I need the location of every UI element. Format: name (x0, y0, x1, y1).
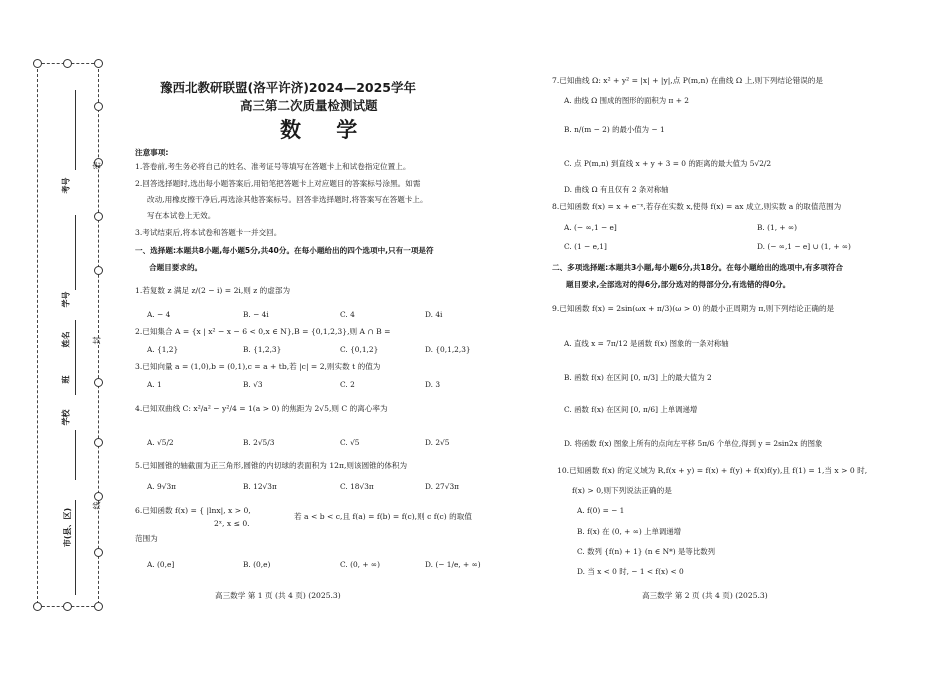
question-2-option-b: B. {1,2,3} (243, 345, 282, 354)
student-number-label: 学号 (61, 291, 71, 308)
question-6-stem: 6.已知函数 f(x) = { |lnx|, x > 0, (135, 506, 251, 515)
county-line (75, 500, 76, 595)
question-1-stem: 1.若复数 z 满足 z/(2 − i) = 2i,则 z 的虚部为 (135, 286, 291, 295)
question-6-stem-end: 范围为 (135, 534, 158, 543)
question-7-option-b: B. n/(m − 2) 的最小值为 − 1 (564, 125, 665, 134)
question-3-option-c: C. 2 (340, 380, 355, 389)
subject-title: 数 学 (280, 118, 372, 142)
outer-dash-line (37, 64, 38, 604)
school-line (75, 430, 76, 480)
question-6-stem-case2: 2ˣ, x ≤ 0. (214, 519, 250, 528)
question-10-stem-cont: f(x) > 0,则下列说法正确的是 (572, 486, 672, 495)
question-9-stem: 9.已知函数 f(x) = 2sin(ωx + π/3)(ω > 0) 的最小正周期为 π,则下列结论正确的是 (552, 304, 835, 313)
notes-item: 写在本试卷上无效。 (147, 211, 216, 220)
question-1-option-a: A. − 4 (147, 310, 171, 319)
binding-hole (94, 212, 103, 221)
question-7-option-c: C. 点 P(m,n) 到直线 x + y + 3 = 0 的距离的最大值为 5√2/2 (564, 159, 772, 168)
question-6-stem-cont: 若 a < b < c,且 f(a) = f(b) = f(c),则 c f(c) 的取值 (294, 512, 472, 521)
notes-item: 3.考试结束后,将本试卷和答题卡一并交回。 (135, 228, 282, 237)
name-line (75, 320, 76, 395)
question-6-option-a: A. (0,e] (147, 560, 175, 569)
county-label: 市(县、区) (63, 507, 73, 548)
question-3-option-b: B. √3 (243, 380, 263, 389)
question-2-option-a: A. {1,2} (147, 345, 179, 354)
binding-hole (33, 59, 42, 68)
question-5-option-a: A. 9√3π (147, 482, 177, 491)
question-1-option-c: C. 4 (340, 310, 355, 319)
section-1-heading: 一、选择题:本题共8小题,每小题5分,共40分。在每小题给出的四个选项中,只有一项是符 (135, 246, 434, 255)
question-4-option-d: D. 2√5 (425, 438, 450, 447)
question-3-option-a: A. 1 (147, 380, 162, 389)
section-2-heading-cont: 题目要求,全部选对的得6分,部分选对的得部分分,有选错的得0分。 (566, 280, 791, 289)
binding-hole (94, 492, 103, 501)
question-3-option-d: D. 3 (425, 380, 441, 389)
question-5-option-d: D. 27√3π (425, 482, 460, 491)
name-label: 姓名 (61, 331, 71, 348)
student-number-line (75, 215, 76, 290)
inner-dash-line (98, 64, 99, 604)
page-footer-2: 高三数学 第 2 页 (共 4 页) (2025.3) (642, 591, 768, 600)
notes-item: 改动,用橡皮擦干净后,再选涂其他答案标号。回答非选择题时,将答案写在答题卡上。 (147, 195, 428, 204)
question-10-option-c: C. 数列 {f(n) + 1} (n ∈ N*) 是等比数列 (577, 547, 715, 556)
exam-number-label: 考号 (61, 177, 71, 194)
question-4-option-a: A. √5/2 (147, 438, 174, 447)
binding-hole (33, 602, 42, 611)
question-8-stem: 8.已知函数 f(x) = x + e⁻ˣ,若存在实数 x,使得 f(x) = ax 成立,则实数 a 的取值范围为 (552, 202, 842, 211)
notes-item: 2.回答选择题时,选出每小题答案后,用铅笔把答题卡上对应题目的答案标号涂黑。如需 (135, 179, 421, 188)
question-8-option-c: C. (1 − e,1] (564, 242, 607, 251)
question-8-option-d: D. (− ∞,1 − e] ∪ (1, + ∞) (757, 242, 851, 251)
binding-hole (63, 602, 72, 611)
question-2-option-d: D. {0,1,2,3} (425, 345, 471, 354)
question-10-option-b: B. f(x) 在 (0, + ∞) 上单调递增 (577, 527, 682, 536)
question-6-option-b: B. (0,e) (243, 560, 271, 569)
page-footer-1: 高三数学 第 1 页 (共 4 页) (2025.3) (215, 591, 341, 600)
question-10-stem: 10.已知函数 f(x) 的定义域为 R,f(x + y) = f(x) + f(y) + f(x)f(y),且 f(1) = 1,当 x > 0 时, (557, 466, 868, 475)
seal-word: 线 (92, 501, 102, 510)
exam-title: 豫西北教研联盟(洛平许济)2024—2025学年 (160, 80, 417, 95)
exam-number-line (75, 90, 76, 170)
question-4-stem: 4.已知双曲线 C: x²/a² − y²/4 = 1(a > 0) 的焦距为 2√5,则 C 的离心率为 (135, 404, 388, 413)
binding-hole (94, 602, 103, 611)
question-7-option-d: D. 曲线 Ω 有且仅有 2 条对称轴 (564, 185, 669, 194)
question-9-option-b: B. 函数 f(x) 在区间 [0, π/3] 上的最大值为 2 (564, 373, 712, 382)
binding-hole (94, 266, 103, 275)
question-3-stem: 3.已知向量 a = (1,0),b = (0,1),c = a + tb,若 |c| = 2,则实数 t 的值为 (135, 362, 381, 371)
seal-word: 密 (92, 161, 102, 170)
question-8-option-b: B. (1, + ∞) (757, 223, 797, 232)
school-label: 学校 (61, 409, 71, 426)
question-1-option-d: D. 4i (425, 310, 443, 319)
question-9-option-c: C. 函数 f(x) 在区间 [0, π/6] 上单调递增 (564, 405, 698, 414)
question-4-option-b: B. 2√5/3 (243, 438, 275, 447)
question-9-option-d: D. 将函数 f(x) 图象上所有的点向左平移 5π/6 个单位,得到 y = 2sin2x 的图象 (564, 439, 823, 448)
question-8-option-a: A. (− ∞,1 − e] (564, 223, 617, 232)
section-1-heading-cont: 合题目要求的。 (149, 263, 203, 272)
question-5-option-b: B. 12√3π (243, 482, 277, 491)
binding-hole (63, 59, 72, 68)
question-10-option-a: A. f(0) = − 1 (577, 506, 625, 515)
class-label: 班 (61, 375, 71, 384)
binding-hole (94, 59, 103, 68)
notes-item: 1.答卷前,考生务必将自己的姓名、准考证号等填写在答题卡上和试卷指定位置上。 (135, 162, 411, 171)
question-4-option-c: C. √5 (340, 438, 360, 447)
question-7-stem: 7.已知曲线 Ω: x² + y² = |x| + |y|,点 P(m,n) 在曲线 Ω 上,则下列结论错误的是 (552, 76, 823, 85)
question-9-option-a: A. 直线 x = 7π/12 是函数 f(x) 图象的一条对称轴 (564, 339, 729, 348)
exam-subtitle: 高三第二次质量检测试题 (240, 98, 378, 113)
question-6-option-d: D. (− 1/e, + ∞) (425, 560, 481, 569)
section-2-heading: 二、多项选择题:本题共3小题,每小题6分,共18分。在每小题给出的选项中,有多项符合 (552, 263, 844, 272)
question-5-option-c: C. 18√3π (340, 482, 374, 491)
question-5-stem: 5.已知圆锥的轴截面为正三角形,圆锥的内切球的表面积为 12π,则该圆锥的体积为 (135, 461, 408, 470)
notes-title: 注意事项: (135, 148, 169, 157)
question-7-option-a: A. 曲线 Ω 围成的图形的面积为 π + 2 (564, 96, 689, 105)
question-1-option-b: B. − 4i (243, 310, 269, 319)
question-10-option-d: D. 当 x < 0 时, − 1 < f(x) < 0 (577, 567, 684, 576)
binding-hole (94, 378, 103, 387)
question-6-option-c: C. (0, + ∞) (340, 560, 380, 569)
seal-word: 封 (92, 336, 102, 345)
binding-hole (94, 102, 103, 111)
binding-hole (94, 438, 103, 447)
binding-hole (94, 548, 103, 557)
question-2-option-c: C. {0,1,2} (340, 345, 379, 354)
question-2-stem: 2.已知集合 A = {x | x² − x − 6 < 0,x ∈ N},B = {0,1,2,3},则 A ∩ B = (135, 327, 391, 336)
